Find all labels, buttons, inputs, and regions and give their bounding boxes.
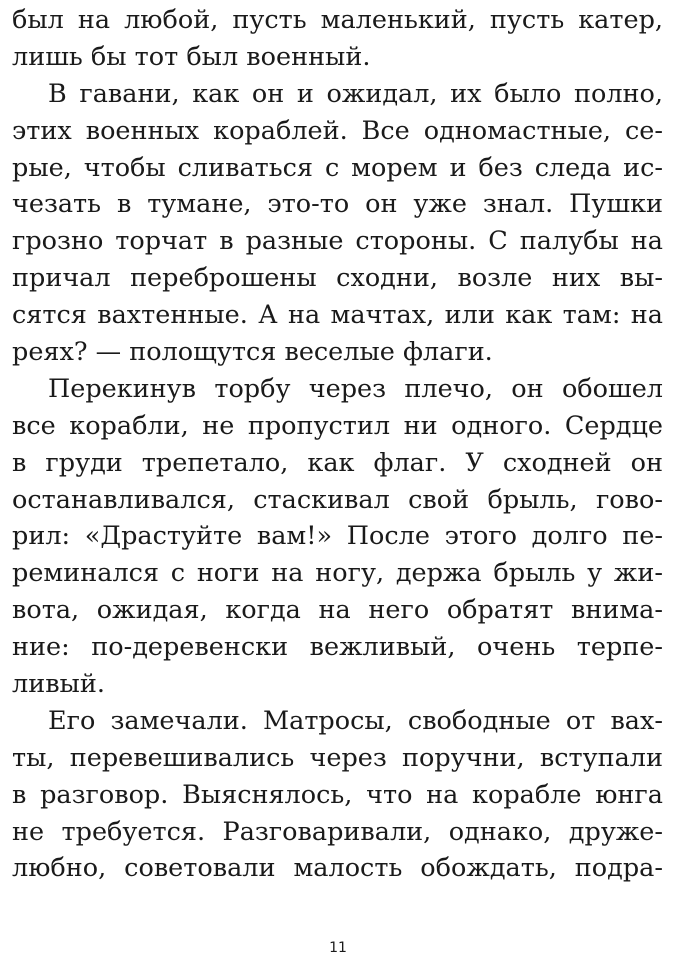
text-line: Перекинув торбу через плечо, он обошел [48,373,663,404]
text-line: вота, ожидая, когда на него обратят внима- [12,595,663,626]
text-line: рил: «Драстуйте вам!» После этого долго пе- [12,521,663,552]
text-line: в груди трепетало, как флаг. У сходней он [12,447,663,478]
text-line: останавливался, стаскивал свой брыль, гово- [12,484,663,515]
text-line: причал переброшены сходни, возле них вы- [12,263,663,294]
text-line: не требуется. Разговаривали, однако, друже- [12,816,663,847]
text-line: любно, советовали малость обождать, подра- [12,853,663,884]
text-line: этих военных кораблей. Все одномастные, се- [12,115,663,146]
text-line: был на любой, пусть маленький, пусть катер, [12,5,663,35]
text-line: ливый. [12,669,105,700]
text-line: ты, перевешивались через поручни, вступали [12,742,663,773]
text-line: грозно торчат в разные стороны. С палубы на [12,226,663,257]
text-line: сятся вахтенные. А на мачтах, или как там: на [12,300,663,331]
text-line: рые, чтобы сливаться с морем и без следа ис- [12,152,663,183]
text-line: Его замечали. Матросы, свободные от вах- [48,705,663,736]
text-line: все корабли, не пропустил ни одного. Сердце [12,410,663,441]
text-line: ние: по-деревенски вежливый, очень терпе- [12,632,663,663]
text-line: В гавани, как он и ожидал, их было полно, [48,78,663,109]
page-number: 11 [329,940,347,956]
text-line: чезать в тумане, это-то он уже знал. Пушки [12,189,663,220]
text-line: реях? — полощутся веселые флаги. [12,337,493,368]
body-text [12,2,663,887]
text-line: реминался с ноги на ногу, держа брыль у жи- [12,558,663,589]
text-line: лишь бы тот был военный. [12,41,371,72]
text-line: в разговор. Выяснялось, что на корабле юнга [12,779,663,810]
